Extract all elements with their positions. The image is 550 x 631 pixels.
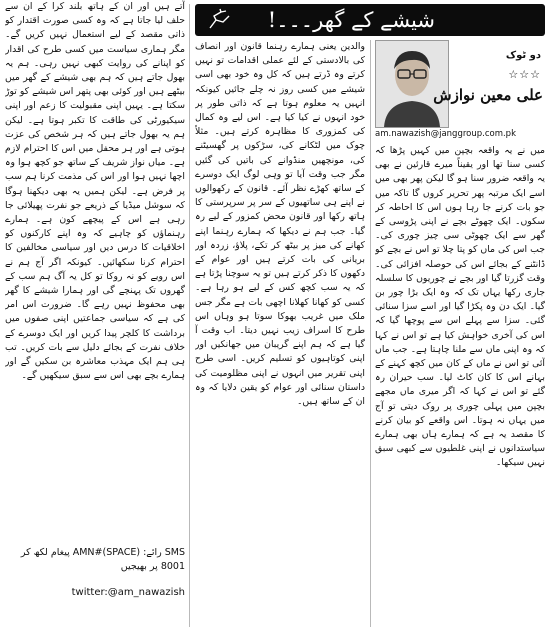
author-email: am.nawazish@janggroup.com.pk <box>375 129 517 139</box>
rating-stars: ☆☆☆ <box>508 68 541 81</box>
column-divider <box>189 4 190 627</box>
crack-icon <box>207 7 233 31</box>
column-body-right <box>375 144 545 626</box>
column-body-left <box>5 0 185 631</box>
twitter-handle[interactable]: twitter:@am_nawazish <box>71 587 185 598</box>
paragraph: والدین یعنی ہمارے رہنما قانون اور انصاف کی بالادستی کے لئے عملی اقدامات تو نہیں کرتے وہ ڈرتے ہیں کہ کل وہ خود بھی اسی شیشے میں کسی روز نہ چلے جائیں کیونکہ انہیں یہ معلوم ہوتا ہے کہ ذاتی طور پر خود انہوں نے کیا کیا ہے۔ اس لیے وہ کمال کی کمزوری کا مظاہرہ کرتے ہیں۔ مثلاً چوک میں لٹکانے کی، سڑکوں پر گھسیٹنے کی، مونچھیں منڈوانے کی باتیں کی گئیں مگر جب وقت آیا تو وہی لوگ ایک دوسرے کے ساتھ کھڑے نظر آئے۔ قانون کے رکھوالوں نے اپنے ہی ساتھیوں کے سر پر سرپرستی کا ہاتھ رکھا اور قانون محض کمزور کے لیے رہ گیا۔ جب ہم نے دیکھا کہ ہمارے رہنما اپنے کھانے کی میز پر بیٹھ کر تکے، پلاؤ، زردہ اور بریانی کی بات کرتے ہیں اور عوام کے دکھوں کا ذکر کرتے ہیں تو یہ سوچنا پڑتا ہے کہ یہ سب کچھ کس کے لیے ہو رہا ہے۔ کسی کو کھانا کھلانا اچھی بات ہے مگر جس ملک میں غریب بھوکا سوتا ہو وہاں اس طرح کا اسراف زیب نہیں دیتا۔ اب وقت آ گیا ہے کہ ہم اپنے گریبان میں جھانکیں اور اپنی کوتاہیوں کو تسلیم کریں۔ اسی طرح اپنی تقریر میں انہوں نے اپنی مظلومیت کی داستان سنائی اور عوام کو یقین دلایا کہ وہ ان کے ساتھ ہیں۔ <box>195 41 365 408</box>
author-header <box>375 40 545 142</box>
paragraph: میں نے یہ واقعہ بچپن میں کہیں پڑھا کہ کسی سنا تھا اور یقیناً میرے قارئین نے بھی یہ واقعہ ضرور سنا ہو گا لیکن پھر بھی میں اسے ایک مرتبہ پھر تحریر کروں گا تاکہ میں جو بات کرنے جا رہا ہوں اس کا احاطہ کر سکوں۔ ایک چھوٹے بچے نے اپنی پڑوسی کے گھر سے ایک چھوٹی سی چیز چوری کی۔ جب اس کی ماں کو پتا چلا تو اس نے بچے کو ڈانٹنے کے بجائے اس کی حوصلہ افزائی کی۔ وقت گزرتا گیا اور بچے نے چوریوں کا سلسلہ جاری رکھا یہاں تک کہ وہ ایک بڑا چور بن گیا۔ ایک دن وہ پکڑا گیا اور اسے سزا سنائی گئی۔ سزا سے پہلے اس سے پوچھا گیا کہ اس کی آخری خواہش کیا ہے تو اس نے کہا کہ وہ اپنی ماں سے ملنا چاہتا ہے۔ جب ماں آئی تو اس نے ماں کے کان میں کچھ کہنے کے بہانے اس کا کان کاٹ لیا۔ سب حیران رہ گئے تو اس نے کہا کہ اگر میری ماں مجھے بچپن میں پہلی چوری پر روک دیتی تو آج میں یہاں نہ ہوتا۔ اس واقعے کو بیان کرنے کا مقصد یہ ہے کہ ہمارے ہاں بھی ہمارے سیاستدانوں نے اپنی غلطیوں سے کبھی سبق نہیں سیکھا۔ <box>375 145 545 469</box>
paragraph: آتے ہیں اور ان کے ہاتھ بلند کرا کے ان سے حلف لیا جاتا ہے کہ وہ کسی صورت اقتدار کو ذاتی مقصد کے لیے استعمال نہیں کریں گے۔ مگر ہماری سیاست میں کسی طرح کی اقدار کو اپنانے کی روایت کبھی نہیں رہی۔ ہم یہ بھول جاتے ہیں کہ ہم بھی شیشے کے گھر میں بیٹھے ہیں اور کوئی بھی پتھر اس شیشے کو توڑ سکتا ہے۔ یہیں اپنی مقبولیت کا زعم اور اپنی سیکیورٹی کی طاقت کا تکبر ہوتا ہے۔ لیکن ہم یہ بھول جاتے ہیں کہ ہر شخص کی عزت ہوتی ہے اور ہر محفل میں اس کا احترام لازم ہے۔ میاں نواز شریف کے ساتھ جو کچھ ہوا وہ اچھا نہیں ہوا اور اس کی مذمت کرنا ہم سب پر فرض ہے۔ لیکن ہمیں یہ بھی دیکھنا ہوگا کہ سوشل میڈیا کے ذریعے جو نفرت پھیلائی جا رہی ہے اس کے پیچھے کون ہے۔ ہمارے رہنماؤں کو چاہیے کہ وہ اپنے کارکنوں کو اخلاقیات کا درس دیں اور سیاسی مخالفین کا احترام کرنا سکھائیں۔ کیونکہ اگر آج ہم نے اس رویے کو نہ روکا تو کل یہ آگ ہم سب کے گھروں تک پہنچے گی اور ہمارا شیشے کا گھر بھی محفوظ نہیں رہے گا۔ ضرورت اس امر کی ہے کہ سیاسی جماعتیں اپنی صفوں میں برداشت کا کلچر پیدا کریں اور ایک دوسرے کے خلاف نفرت کے بجائے دلیل سے بات کریں۔ تب ہی ہم ایک مہذب معاشرہ بن سکیں گے اور ہمارے بچے بھی اس سے سبق سیکھیں گے۔ <box>5 1 185 382</box>
column-title-banner <box>195 4 545 36</box>
series-label: دو ٹوک <box>505 50 541 61</box>
column-title: شیشے کے گھر۔۔۔! <box>267 8 435 32</box>
column-body-middle <box>195 40 365 626</box>
sms-feedback-line: SMS رائے: (SPACE)#AMN پیغام لکھ کر 8001 پر بھیجیں <box>20 547 185 572</box>
column-divider <box>370 40 371 627</box>
author-name: علی معین نوازش <box>433 86 543 104</box>
author-photo <box>375 40 449 128</box>
